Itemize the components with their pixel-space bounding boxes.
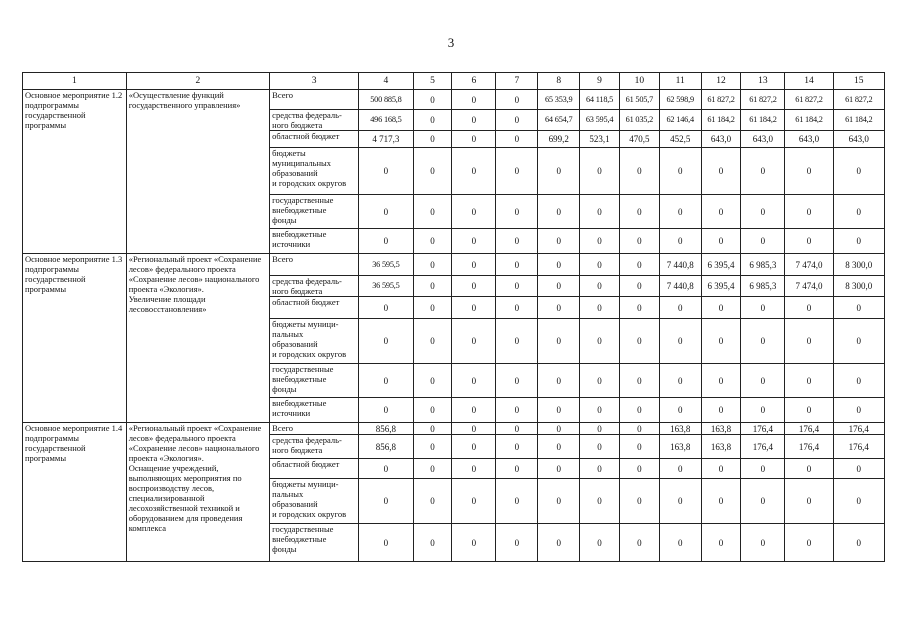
budget-table bbox=[22, 72, 885, 562]
value-cell: 0 bbox=[833, 524, 884, 562]
value-cell: 163,8 bbox=[659, 423, 701, 435]
value-cell: 0 bbox=[359, 195, 413, 229]
funding-source: государственные внебюджетные фонды bbox=[270, 195, 359, 229]
value-cell: 0 bbox=[580, 364, 620, 398]
value-cell: 0 bbox=[659, 195, 701, 229]
value-cell: 0 bbox=[413, 148, 452, 195]
value-cell: 0 bbox=[580, 319, 620, 364]
value-cell: 0 bbox=[580, 459, 620, 479]
value-cell: 0 bbox=[496, 195, 538, 229]
value-cell: 0 bbox=[359, 459, 413, 479]
value-cell: 0 bbox=[452, 524, 496, 562]
value-cell: 0 bbox=[580, 229, 620, 254]
value-cell: 523,1 bbox=[580, 131, 620, 148]
activity-description: «Региональный проект «Сохранение лесов» федерального проекта «Сохранение лесов» национального проекта «Экология». Оснащение учреждений, выполняющих мероприятия по воспроизводству лесов, специализированной лесохозяйственной техникой и оборудованием для проведения комплекса bbox=[126, 423, 269, 562]
value-cell: 0 bbox=[413, 90, 452, 110]
value-cell: 7 440,8 bbox=[659, 276, 701, 297]
value-cell: 0 bbox=[538, 423, 580, 435]
value-cell: 0 bbox=[701, 398, 741, 423]
value-cell: 0 bbox=[701, 148, 741, 195]
value-cell: 0 bbox=[452, 479, 496, 524]
value-cell: 0 bbox=[538, 195, 580, 229]
activity-description: «Осуществление функций государственного управления» bbox=[126, 90, 269, 254]
value-cell: 0 bbox=[701, 479, 741, 524]
value-cell: 61 035,2 bbox=[619, 110, 659, 131]
activity-name: Основное мероприятие 1.2 подпрограммы государственной программы bbox=[23, 90, 127, 254]
funding-source: областной бюджет bbox=[270, 459, 359, 479]
value-cell: 0 bbox=[413, 524, 452, 562]
value-cell: 6 985,3 bbox=[741, 254, 785, 276]
value-cell: 0 bbox=[413, 110, 452, 131]
value-cell: 0 bbox=[496, 364, 538, 398]
column-header-11: 11 bbox=[659, 73, 701, 90]
value-cell: 64 118,5 bbox=[580, 90, 620, 110]
value-cell: 0 bbox=[833, 148, 884, 195]
value-cell: 0 bbox=[452, 148, 496, 195]
value-cell: 61 827,2 bbox=[833, 90, 884, 110]
value-cell: 36 595,5 bbox=[359, 276, 413, 297]
value-cell: 8 300,0 bbox=[833, 254, 884, 276]
funding-source: Всего bbox=[270, 254, 359, 276]
funding-source: внебюджетные источники bbox=[270, 229, 359, 254]
column-header-10: 10 bbox=[619, 73, 659, 90]
value-cell: 470,5 bbox=[619, 131, 659, 148]
value-cell: 0 bbox=[452, 435, 496, 459]
value-cell: 0 bbox=[619, 524, 659, 562]
value-cell: 0 bbox=[452, 398, 496, 423]
column-header-12: 12 bbox=[701, 73, 741, 90]
table-row bbox=[23, 254, 885, 276]
value-cell: 63 595,4 bbox=[580, 110, 620, 131]
value-cell: 0 bbox=[359, 524, 413, 562]
value-cell: 0 bbox=[538, 459, 580, 479]
value-cell: 0 bbox=[580, 479, 620, 524]
value-cell: 0 bbox=[833, 459, 884, 479]
value-cell: 0 bbox=[496, 276, 538, 297]
value-cell: 0 bbox=[452, 110, 496, 131]
value-cell: 0 bbox=[496, 459, 538, 479]
funding-source: областной бюджет bbox=[270, 297, 359, 319]
column-header-4: 4 bbox=[359, 73, 413, 90]
value-cell: 0 bbox=[538, 297, 580, 319]
value-cell: 0 bbox=[619, 276, 659, 297]
value-cell: 452,5 bbox=[659, 131, 701, 148]
value-cell: 0 bbox=[659, 297, 701, 319]
value-cell: 0 bbox=[580, 254, 620, 276]
column-header-1: 1 bbox=[23, 73, 127, 90]
value-cell: 0 bbox=[496, 229, 538, 254]
value-cell: 0 bbox=[359, 148, 413, 195]
value-cell: 0 bbox=[413, 364, 452, 398]
value-cell: 0 bbox=[701, 229, 741, 254]
value-cell: 64 654,7 bbox=[538, 110, 580, 131]
value-cell: 0 bbox=[741, 319, 785, 364]
value-cell: 61 827,2 bbox=[785, 90, 833, 110]
value-cell: 0 bbox=[580, 276, 620, 297]
value-cell: 61 184,2 bbox=[833, 110, 884, 131]
activity-description: «Региональный проект «Сохранение лесов» федерального проекта «Сохранение лесов» национального проекта «Экология». Увеличение площади лесовосстановления» bbox=[126, 254, 269, 423]
value-cell: 8 300,0 bbox=[833, 276, 884, 297]
value-cell: 0 bbox=[580, 435, 620, 459]
value-cell: 62 146,4 bbox=[659, 110, 701, 131]
value-cell: 0 bbox=[538, 148, 580, 195]
value-cell: 0 bbox=[785, 459, 833, 479]
value-cell: 0 bbox=[496, 90, 538, 110]
value-cell: 0 bbox=[452, 459, 496, 479]
value-cell: 61 827,2 bbox=[701, 90, 741, 110]
value-cell: 0 bbox=[701, 319, 741, 364]
value-cell: 6 395,4 bbox=[701, 254, 741, 276]
value-cell: 0 bbox=[538, 435, 580, 459]
value-cell: 0 bbox=[833, 364, 884, 398]
column-header-5: 5 bbox=[413, 73, 452, 90]
page-number: 3 bbox=[447, 35, 455, 50]
value-cell: 0 bbox=[741, 195, 785, 229]
value-cell: 0 bbox=[496, 131, 538, 148]
value-cell: 0 bbox=[659, 364, 701, 398]
value-cell: 0 bbox=[538, 364, 580, 398]
funding-source: Всего bbox=[270, 90, 359, 110]
value-cell: 61 827,2 bbox=[741, 90, 785, 110]
value-cell: 0 bbox=[359, 297, 413, 319]
value-cell: 65 353,9 bbox=[538, 90, 580, 110]
value-cell: 643,0 bbox=[701, 131, 741, 148]
value-cell: 0 bbox=[538, 254, 580, 276]
value-cell: 0 bbox=[833, 297, 884, 319]
value-cell: 0 bbox=[785, 297, 833, 319]
value-cell: 6 395,4 bbox=[701, 276, 741, 297]
value-cell: 0 bbox=[496, 110, 538, 131]
column-header-2: 2 bbox=[126, 73, 269, 90]
value-cell: 0 bbox=[413, 319, 452, 364]
value-cell: 0 bbox=[619, 254, 659, 276]
value-cell: 0 bbox=[619, 479, 659, 524]
value-cell: 176,4 bbox=[741, 423, 785, 435]
value-cell: 6 985,3 bbox=[741, 276, 785, 297]
value-cell: 0 bbox=[496, 254, 538, 276]
value-cell: 0 bbox=[701, 297, 741, 319]
value-cell: 0 bbox=[659, 148, 701, 195]
value-cell: 500 885,8 bbox=[359, 90, 413, 110]
value-cell: 0 bbox=[580, 195, 620, 229]
value-cell: 0 bbox=[741, 148, 785, 195]
value-cell: 176,4 bbox=[785, 435, 833, 459]
value-cell: 0 bbox=[452, 423, 496, 435]
value-cell: 0 bbox=[741, 297, 785, 319]
value-cell: 0 bbox=[413, 195, 452, 229]
value-cell: 0 bbox=[785, 195, 833, 229]
value-cell: 0 bbox=[701, 364, 741, 398]
value-cell: 0 bbox=[538, 398, 580, 423]
column-header-15: 15 bbox=[833, 73, 884, 90]
value-cell: 0 bbox=[452, 297, 496, 319]
value-cell: 0 bbox=[659, 524, 701, 562]
value-cell: 0 bbox=[785, 398, 833, 423]
value-cell: 0 bbox=[619, 148, 659, 195]
activity-name: Основное мероприятие 1.3 подпрограммы государственной программы bbox=[23, 254, 127, 423]
funding-source: средства федераль- ного бюджета bbox=[270, 110, 359, 131]
value-cell: 0 bbox=[701, 524, 741, 562]
value-cell: 7 440,8 bbox=[659, 254, 701, 276]
column-header-7: 7 bbox=[496, 73, 538, 90]
column-header-14: 14 bbox=[785, 73, 833, 90]
value-cell: 0 bbox=[580, 524, 620, 562]
value-cell: 0 bbox=[413, 229, 452, 254]
value-cell: 0 bbox=[496, 148, 538, 195]
value-cell: 0 bbox=[701, 195, 741, 229]
column-header-8: 8 bbox=[538, 73, 580, 90]
value-cell: 0 bbox=[359, 364, 413, 398]
value-cell: 0 bbox=[413, 423, 452, 435]
value-cell: 0 bbox=[833, 229, 884, 254]
value-cell: 0 bbox=[741, 364, 785, 398]
value-cell: 0 bbox=[452, 254, 496, 276]
value-cell: 0 bbox=[538, 524, 580, 562]
table-row bbox=[23, 423, 885, 435]
value-cell: 0 bbox=[833, 195, 884, 229]
value-cell: 0 bbox=[785, 148, 833, 195]
value-cell: 0 bbox=[452, 195, 496, 229]
value-cell: 0 bbox=[619, 195, 659, 229]
value-cell: 7 474,0 bbox=[785, 276, 833, 297]
funding-source: Всего bbox=[270, 423, 359, 435]
value-cell: 0 bbox=[619, 297, 659, 319]
value-cell: 0 bbox=[741, 459, 785, 479]
value-cell: 0 bbox=[619, 229, 659, 254]
value-cell: 176,4 bbox=[833, 435, 884, 459]
value-cell: 0 bbox=[619, 319, 659, 364]
activity-name: Основное мероприятие 1.4 подпрограммы государственной программы bbox=[23, 423, 127, 562]
value-cell: 0 bbox=[833, 479, 884, 524]
value-cell: 0 bbox=[496, 479, 538, 524]
value-cell: 61 184,2 bbox=[701, 110, 741, 131]
value-cell: 643,0 bbox=[833, 131, 884, 148]
value-cell: 0 bbox=[413, 131, 452, 148]
value-cell: 0 bbox=[452, 276, 496, 297]
value-cell: 0 bbox=[580, 423, 620, 435]
value-cell: 61 505,7 bbox=[619, 90, 659, 110]
funding-source: областной бюджет bbox=[270, 131, 359, 148]
value-cell: 61 184,2 bbox=[785, 110, 833, 131]
value-cell: 0 bbox=[741, 229, 785, 254]
value-cell: 0 bbox=[413, 459, 452, 479]
table-body bbox=[23, 90, 885, 562]
funding-source: средства федераль- ного бюджета bbox=[270, 276, 359, 297]
value-cell: 0 bbox=[452, 90, 496, 110]
value-cell: 4 717,3 bbox=[359, 131, 413, 148]
value-cell: 0 bbox=[496, 435, 538, 459]
value-cell: 176,4 bbox=[785, 423, 833, 435]
value-cell: 0 bbox=[619, 398, 659, 423]
value-cell: 0 bbox=[833, 398, 884, 423]
value-cell: 0 bbox=[413, 435, 452, 459]
value-cell: 0 bbox=[452, 319, 496, 364]
value-cell: 0 bbox=[452, 229, 496, 254]
value-cell: 0 bbox=[580, 297, 620, 319]
table-row bbox=[23, 90, 885, 110]
value-cell: 0 bbox=[359, 229, 413, 254]
value-cell: 0 bbox=[619, 423, 659, 435]
value-cell: 0 bbox=[659, 398, 701, 423]
value-cell: 0 bbox=[659, 479, 701, 524]
value-cell: 0 bbox=[785, 524, 833, 562]
column-header-3: 3 bbox=[270, 73, 359, 90]
value-cell: 0 bbox=[496, 398, 538, 423]
funding-source: бюджеты муниципальных образований и городских округов bbox=[270, 148, 359, 195]
value-cell: 0 bbox=[580, 148, 620, 195]
value-cell: 0 bbox=[741, 398, 785, 423]
value-cell: 0 bbox=[496, 524, 538, 562]
value-cell: 0 bbox=[496, 319, 538, 364]
funding-source: государственные внебюджетные фонды bbox=[270, 524, 359, 562]
value-cell: 0 bbox=[359, 398, 413, 423]
value-cell: 0 bbox=[413, 254, 452, 276]
value-cell: 0 bbox=[496, 297, 538, 319]
value-cell: 163,8 bbox=[659, 435, 701, 459]
value-cell: 496 168,5 bbox=[359, 110, 413, 131]
value-cell: 0 bbox=[619, 435, 659, 459]
value-cell: 0 bbox=[413, 297, 452, 319]
value-cell: 856,8 bbox=[359, 435, 413, 459]
value-cell: 0 bbox=[785, 229, 833, 254]
value-cell: 0 bbox=[785, 319, 833, 364]
value-cell: 0 bbox=[359, 479, 413, 524]
value-cell: 7 474,0 bbox=[785, 254, 833, 276]
value-cell: 0 bbox=[413, 276, 452, 297]
funding-source: бюджеты муници- пальных образований и городских округов bbox=[270, 479, 359, 524]
value-cell: 0 bbox=[619, 459, 659, 479]
value-cell: 0 bbox=[452, 131, 496, 148]
value-cell: 699,2 bbox=[538, 131, 580, 148]
value-cell: 0 bbox=[359, 319, 413, 364]
value-cell: 0 bbox=[741, 524, 785, 562]
value-cell: 62 598,9 bbox=[659, 90, 701, 110]
value-cell: 0 bbox=[580, 398, 620, 423]
value-cell: 0 bbox=[659, 319, 701, 364]
value-cell: 0 bbox=[538, 319, 580, 364]
funding-source: государственные внебюджетные фонды bbox=[270, 364, 359, 398]
value-cell: 163,8 bbox=[701, 435, 741, 459]
value-cell: 176,4 bbox=[833, 423, 884, 435]
value-cell: 0 bbox=[659, 229, 701, 254]
value-cell: 0 bbox=[538, 229, 580, 254]
value-cell: 0 bbox=[785, 364, 833, 398]
table-header bbox=[23, 73, 885, 90]
value-cell: 0 bbox=[619, 364, 659, 398]
value-cell: 856,8 bbox=[359, 423, 413, 435]
value-cell: 0 bbox=[452, 364, 496, 398]
header-row bbox=[23, 73, 885, 90]
column-header-13: 13 bbox=[741, 73, 785, 90]
column-header-6: 6 bbox=[452, 73, 496, 90]
value-cell: 0 bbox=[701, 459, 741, 479]
value-cell: 0 bbox=[833, 319, 884, 364]
value-cell: 0 bbox=[413, 479, 452, 524]
value-cell: 0 bbox=[741, 479, 785, 524]
value-cell: 0 bbox=[538, 479, 580, 524]
value-cell: 163,8 bbox=[701, 423, 741, 435]
value-cell: 0 bbox=[496, 423, 538, 435]
value-cell: 0 bbox=[413, 398, 452, 423]
value-cell: 643,0 bbox=[785, 131, 833, 148]
value-cell: 36 595,5 bbox=[359, 254, 413, 276]
value-cell: 61 184,2 bbox=[741, 110, 785, 131]
funding-source: средства федераль- ного бюджета bbox=[270, 435, 359, 459]
column-header-9: 9 bbox=[580, 73, 620, 90]
value-cell: 0 bbox=[659, 459, 701, 479]
value-cell: 643,0 bbox=[741, 131, 785, 148]
value-cell: 176,4 bbox=[741, 435, 785, 459]
funding-source: внебюджетные источники bbox=[270, 398, 359, 423]
value-cell: 0 bbox=[785, 479, 833, 524]
value-cell: 0 bbox=[538, 276, 580, 297]
funding-source: бюджеты муници- пальных образований и городских округов bbox=[270, 319, 359, 364]
